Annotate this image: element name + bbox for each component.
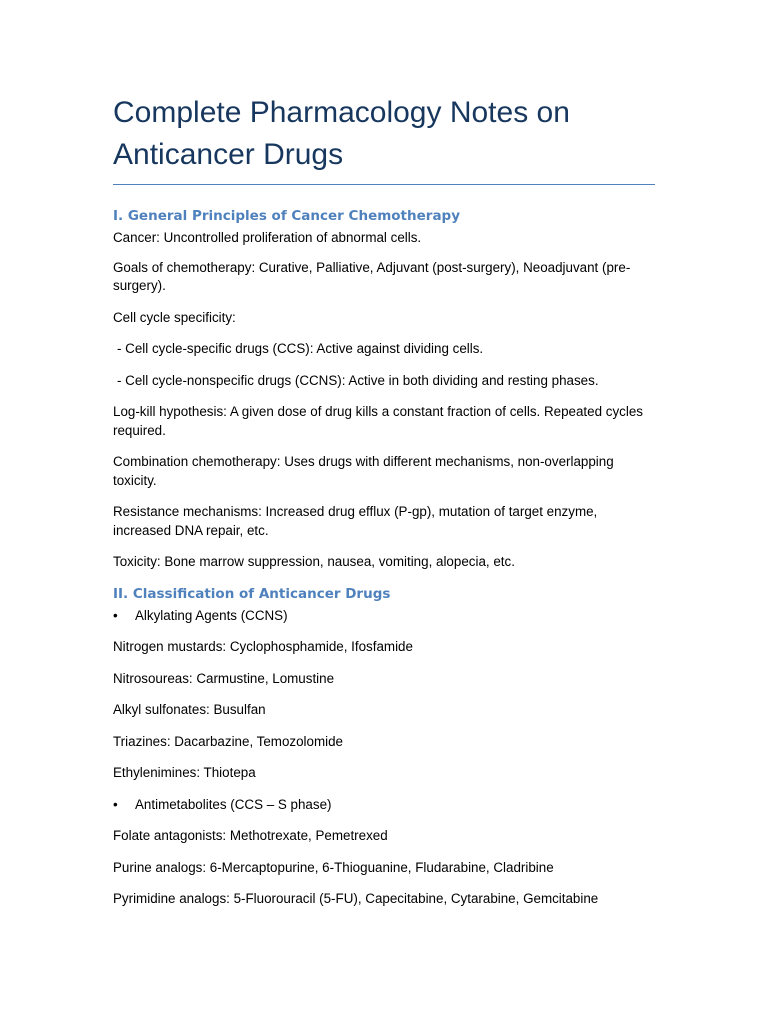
paragraph-ccs: - Cell cycle-specific drugs (CCS): Active against dividing cells. — [117, 341, 484, 356]
list-item: Ethylenimines: Thiotepa — [113, 765, 256, 780]
list-item: Nitrosoureas: Carmustine, Lomustine — [113, 670, 335, 686]
paragraph-cancer-definition: Cancer: Uncontrolled proliferation of abnormal cells. — [113, 230, 422, 245]
bullet-label: Antimetabolites (CCS – S phase) — [135, 796, 332, 812]
paragraph-log-kill: Log-kill hypothesis: A given dose of drug kills a constant fraction of cells. Repeated cycles required. — [113, 404, 643, 438]
section-heading-general-principles: I. General Principles of Cancer Chemotherapy — [113, 208, 461, 224]
paragraph-toxicity: Toxicity: Bone marrow suppression, nausea, vomiting, alopecia, etc. — [113, 554, 515, 569]
bullet-item-alkylating-agents — [113, 607, 655, 626]
list-item: Triazines: Dacarbazine, Temozolomide — [113, 733, 343, 749]
bullet-icon: • — [113, 796, 118, 812]
list-item: Nitrogen mustards: Cyclophosphamide, Ifosfamide — [113, 639, 413, 654]
list-item: Folate antagonists: Methotrexate, Pemetrexed — [113, 828, 388, 843]
bullet-icon: • — [113, 607, 118, 623]
paragraph-goals: Goals of chemotherapy: Curative, Palliative, Adjuvant (post-surgery), Neoadjuvant (pre-surgery). — [113, 259, 631, 293]
list-item: Pyrimidine analogs: 5-Fluorouracil (5-FU), Capecitabine, Cytarabine, Gemcitabine — [113, 891, 599, 906]
document-page — [113, 92, 655, 922]
document-title: Complete Pharmacology Notes on Anticancer Drugs — [113, 92, 655, 185]
bullet-item-antimetabolites — [113, 796, 655, 815]
section-heading-classification: II. Classification of Anticancer Drugs — [113, 585, 391, 602]
paragraph-cell-cycle-specificity: Cell cycle specificity: — [113, 309, 236, 325]
list-item: Purine analogs: 6-Mercaptopurine, 6-Thioguanine, Fludarabine, Cladribine — [113, 859, 554, 875]
paragraph-combination: Combination chemotherapy: Uses drugs with different mechanisms, non-overlapping toxicity. — [113, 454, 614, 488]
paragraph-ccns: - Cell cycle-nonspecific drugs (CCNS): Active in both dividing and resting phases. — [117, 372, 599, 388]
list-item: Alkyl sulfonates: Busulfan — [113, 702, 266, 717]
paragraph-resistance: Resistance mechanisms: Increased drug efflux (P-gp), mutation of target enzyme, increased DNA repair, etc. — [113, 504, 598, 538]
bullet-label: Alkylating Agents (CCNS) — [135, 607, 288, 623]
